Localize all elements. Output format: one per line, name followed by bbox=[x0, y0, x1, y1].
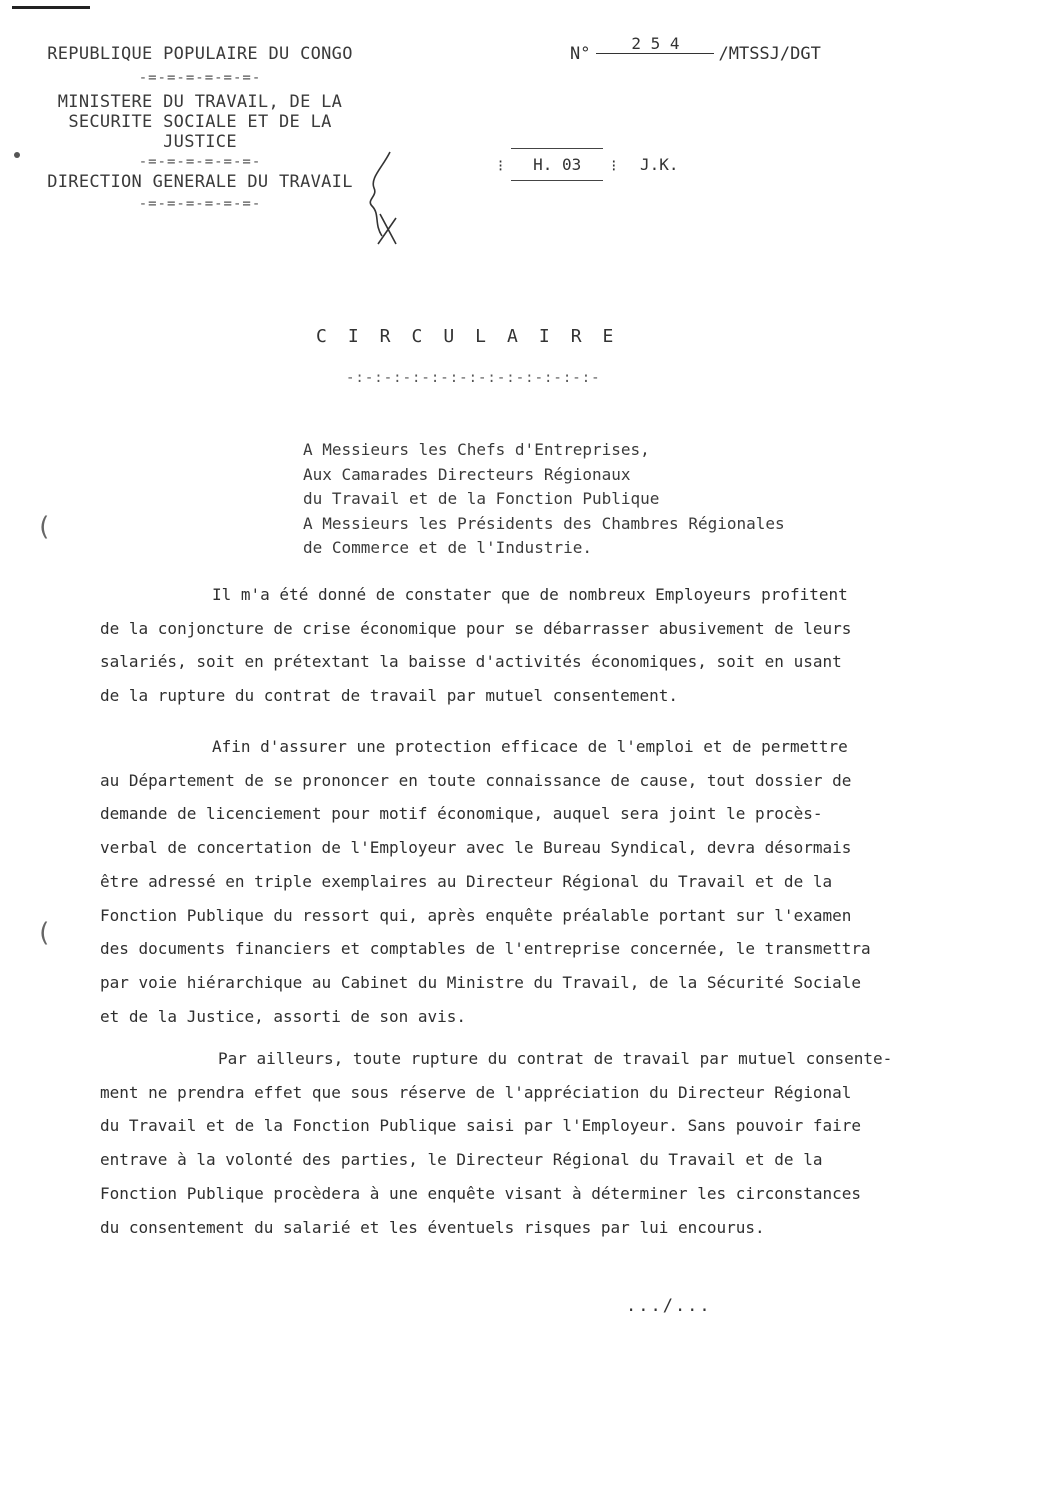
addressee-block bbox=[303, 438, 785, 561]
paragraph-line: Fonction Publique du ressort qui, après enquête préalable portant sur l'examen bbox=[100, 905, 852, 925]
box-left-bar: ⁝ bbox=[498, 156, 504, 175]
letterhead bbox=[30, 44, 370, 212]
handwritten-initials-signature bbox=[360, 148, 410, 248]
paragraph-line: être adressé en triple exemplaires au Directeur Régional du Travail et de la bbox=[100, 871, 833, 891]
paragraph-line: par voie hiérarchique au Cabinet du Ministre du Travail, de la Sécurité Sociale bbox=[100, 972, 861, 992]
reference-prefix: N° bbox=[570, 44, 591, 64]
paragraph-line: du consentement du salarié et les éventuels risques par lui encourus. bbox=[100, 1217, 765, 1237]
letterhead-separator: -=-=-=-=-=-=- bbox=[138, 154, 262, 170]
reference-number-value: 2 5 4 bbox=[596, 34, 714, 54]
paragraph-line: demande de licenciement pour motif économique, auquel sera joint le procès- bbox=[100, 804, 823, 824]
paragraph-line: Il m'a été donné de constater que de nombreux Employeurs profitent bbox=[212, 585, 848, 604]
paragraph-line: salariés, soit en prétextant la baisse d'activités économiques, soit en usant bbox=[100, 652, 842, 672]
classification-code: H. 03 bbox=[511, 148, 603, 181]
reference-suffix: /MTSSJ/DGT bbox=[718, 44, 821, 64]
addressee-line: Aux Camarades Directeurs Régionaux bbox=[303, 464, 631, 484]
ministry-line-2: SECURITE SOCIALE ET DE LA bbox=[68, 112, 332, 132]
continuation-marker: .../... bbox=[626, 1296, 712, 1316]
republic-name: REPUBLIQUE POPULAIRE DU CONGO bbox=[47, 44, 353, 64]
binding-hole-mark: ( bbox=[36, 512, 52, 542]
document-title: CIRCULAIRE bbox=[316, 326, 635, 347]
title-underline-decoration: -:-:-:-:-:-:-:-:-:-:-:-:-:- bbox=[346, 370, 601, 386]
ministry-line-1: MINISTERE DU TRAVAIL, DE LA bbox=[57, 92, 343, 112]
body-paragraph-2 bbox=[100, 730, 1025, 1033]
reference-number bbox=[570, 34, 821, 64]
paragraph-line: entrave à la volonté des parties, le Directeur Régional du Travail et de la bbox=[100, 1150, 823, 1170]
ministry-line-3: JUSTICE bbox=[163, 132, 237, 152]
paragraph-line: des documents financiers et comptables de l'entreprise concernée, le transmettra bbox=[100, 939, 871, 959]
initials: J.K. bbox=[640, 155, 679, 174]
body-paragraph-3 bbox=[100, 1042, 1025, 1244]
addressee-line: A Messieurs les Présidents des Chambres Régionales bbox=[303, 513, 785, 533]
body-paragraph-1 bbox=[100, 578, 1025, 713]
paragraph-line: au Département de se prononcer en toute connaissance de cause, tout dossier de bbox=[100, 770, 852, 790]
addressee-line: A Messieurs les Chefs d'Entreprises, bbox=[303, 440, 650, 459]
addressee-line: de Commerce et de l'Industrie. bbox=[303, 538, 592, 557]
box-right-bar: ⁝ bbox=[611, 156, 617, 175]
letterhead-separator: -=-=-=-=-=-=- bbox=[138, 70, 262, 86]
paragraph-line: du Travail et de la Fonction Publique saisi par l'Employeur. Sans pouvoir faire bbox=[100, 1116, 861, 1136]
classification-box bbox=[498, 148, 679, 181]
binding-hole-mark: ( bbox=[36, 918, 52, 948]
paragraph-line: de la rupture du contrat de travail par mutuel consentement. bbox=[100, 686, 678, 706]
direction-name: DIRECTION GENERALE DU TRAVAIL bbox=[47, 172, 353, 192]
paragraph-line: Fonction Publique procèdera à une enquête visant à déterminer les circonstances bbox=[100, 1183, 861, 1203]
paragraph-line: ment ne prendra effet que sous réserve de l'appréciation du Directeur Régional bbox=[100, 1082, 852, 1102]
addressee-line: du Travail et de la Fonction Publique bbox=[303, 489, 660, 508]
paragraph-line: et de la Justice, assorti de son avis. bbox=[100, 1006, 467, 1026]
top-pen-mark bbox=[12, 6, 90, 9]
paragraph-line: de la conjoncture de crise économique pour se débarrasser abusivement de leurs bbox=[100, 618, 852, 638]
paragraph-line: verbal de concertation de l'Employeur avec le Bureau Syndical, devra désormais bbox=[100, 838, 852, 858]
paragraph-line: Afin d'assurer une protection efficace de l'emploi et de permettre bbox=[212, 737, 848, 756]
letterhead-separator: -=-=-=-=-=-=- bbox=[138, 196, 262, 212]
margin-dot bbox=[14, 152, 20, 158]
paragraph-line: Par ailleurs, toute rupture du contrat de travail par mutuel consente- bbox=[218, 1049, 893, 1068]
